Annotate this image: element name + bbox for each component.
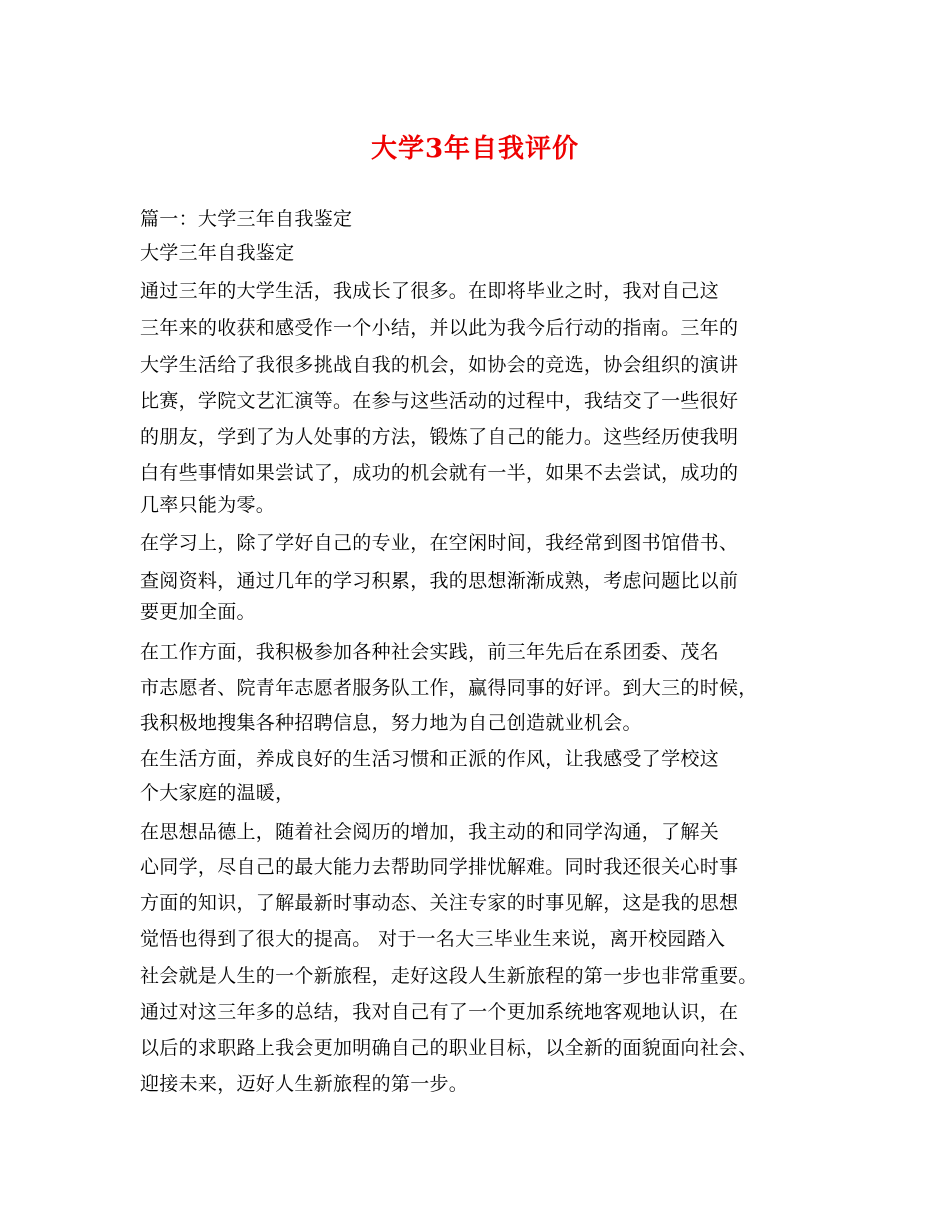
- text-line: 在学习上，除了学好自己的专业，在空闲时间，我经常到图书馆借书、: [140, 532, 739, 554]
- text-line: 篇一：大学三年自我鉴定: [140, 208, 353, 230]
- text-line: 三年来的收获和感受作一个小结，并以此为我今后行动的指南。三年的: [140, 317, 739, 339]
- text-line: 在生活方面，养成良好的生活习惯和正派的作风，让我感受了学校这: [140, 748, 720, 770]
- text-line: 大学三年自我鉴定: [140, 242, 295, 264]
- text-line: 迎接未来，迈好人生新旅程的第一步。: [140, 1073, 469, 1095]
- text-line: 市志愿者、院青年志愿者服务队工作，赢得同事的好评。到大三的时候，: [140, 677, 758, 699]
- document-title: 大学3年自我评价: [370, 134, 580, 164]
- text-line: 查阅资料，通过几年的学习积累，我的思想渐渐成熟，考虑问题比以前: [140, 570, 739, 592]
- text-line: 心同学，尽自己的最大能力去帮助同学排忧解难。同时我还很关心时事: [140, 856, 739, 878]
- text-line: 个大家庭的温暖，: [140, 782, 295, 804]
- text-line: 通过三年的大学生活，我成长了很多。在即将毕业之时，我对自己这: [140, 280, 720, 302]
- text-line: 社会就是人生的一个新旅程，走好这段人生新旅程的第一步也非常重要。: [140, 965, 758, 987]
- text-line: 要更加全面。: [140, 601, 256, 623]
- text-line: 觉悟也得到了很大的提高。 对于一名大三毕业生来说，离开校园踏入: [140, 928, 726, 950]
- text-line: 在思想品德上，随着社会阅历的增加，我主动的和同学沟通，了解关: [140, 821, 720, 843]
- text-line: 以后的求职路上我会更加明确自己的职业目标，以全新的面貌面向社会、: [140, 1037, 758, 1059]
- text-line: 的朋友，学到了为人处事的方法，锻炼了自己的能力。这些经历使我明: [140, 426, 739, 448]
- text-line: 方面的知识，了解最新时事动态、关注专家的时事见解，这是我的思想: [140, 892, 739, 914]
- text-line: 在工作方面，我积极参加各种社会实践，前三年先后在系团委、茂名: [140, 641, 720, 663]
- text-line: 我积极地搜集各种招聘信息，努力地为自己创造就业机会。: [140, 712, 642, 734]
- text-line: 白有些事情如果尝试了，成功的机会就有一半，如果不去尝试，成功的: [140, 462, 739, 484]
- text-line: 几率只能为零。: [140, 494, 276, 516]
- text-line: 通过对这三年多的总结，我对自己有了一个更加系统地客观地认识，在: [140, 1001, 739, 1023]
- text-line: 比赛，学院文艺汇演等。在参与这些活动的过程中，我结交了一些很好: [140, 390, 739, 412]
- text-line: 大学生活给了我很多挑战自我的机会，如协会的竞选，协会组织的演讲: [140, 354, 739, 376]
